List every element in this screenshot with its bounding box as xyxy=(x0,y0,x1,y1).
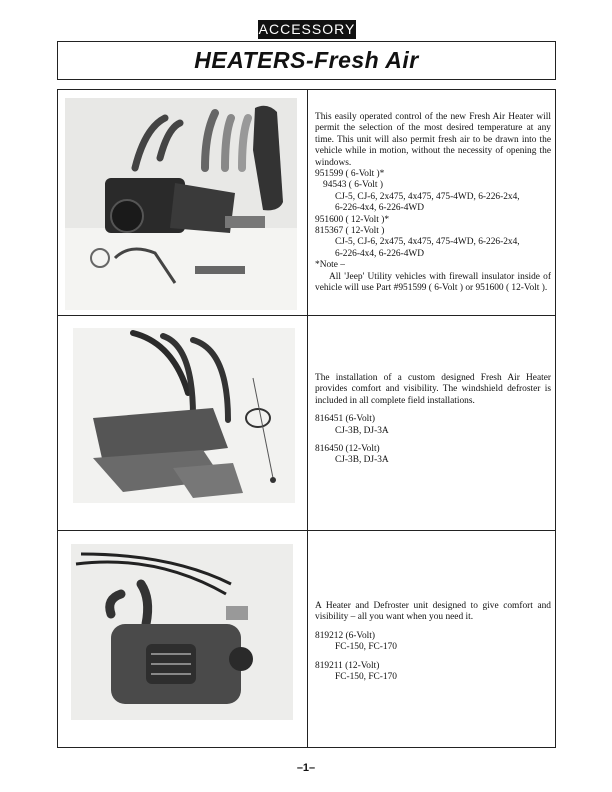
item-description: The installation of a custom designed Fresh Air Heater provides comfort and visibility. The windshield defroster is included in all complete field installations. xyxy=(315,373,551,406)
item-description: A Heater and Defroster unit designed to give comfort and visibility – all you want when you need it. xyxy=(315,601,551,623)
part-line: 819212 (6-Volt) xyxy=(315,630,375,641)
part-line: 819211 (12-Volt) xyxy=(315,660,380,671)
model-line: 6-226-4x4, 6-226-4WD xyxy=(335,203,425,214)
custom-fresh-air-heater-photo xyxy=(73,328,295,503)
column-divider xyxy=(307,90,308,747)
model-line: CJ-3B, DJ-3A xyxy=(335,425,389,436)
model-line: CJ-5, CJ-6, 2x475, 4x475, 475-4WD, 6-226-2x4, xyxy=(335,237,520,248)
model-line: CJ-5, CJ-6, 2x475, 4x475, 475-4WD, 6-226-2x4, xyxy=(335,191,520,202)
part-line: 951599 ( 6-Volt )* xyxy=(315,169,385,180)
note-label: *Note – xyxy=(315,260,345,271)
part-line: 816451 (6-Volt) xyxy=(315,414,375,425)
row-divider xyxy=(58,315,555,316)
note-text: All 'Jeep' Utility vehicles with firewall insulator inside of vehicle will use Part #951599 ( 6-Volt ) or 951600 ( 12-Volt ). xyxy=(315,271,551,294)
section-tab: ACCESSORY xyxy=(258,21,356,37)
item-description: This easily operated control of the new Fresh Air Heater will permit the selection of the most desired temperature at any time. This unit will also permit fresh air to be drawn into the vehicle while in motion, without the necessity of opening the windows. xyxy=(315,112,551,168)
model-line: 6-226-4x4, 6-226-4WD xyxy=(335,248,425,259)
title-box xyxy=(57,41,556,80)
fresh-air-heater-kit-photo xyxy=(65,98,297,310)
item-1-description-block xyxy=(315,112,551,295)
row-divider xyxy=(58,530,555,531)
part-line: 816450 (12-Volt) xyxy=(315,444,380,455)
model-line: CJ-3B, DJ-3A xyxy=(335,455,389,466)
part-line: 815367 ( 12-Volt ) xyxy=(315,226,385,237)
part-line: 94543 ( 6-Volt ) xyxy=(323,180,383,191)
page-number: –1– xyxy=(296,762,316,774)
model-line: FC-150, FC-170 xyxy=(335,672,397,683)
part-line: 951600 ( 12-Volt )* xyxy=(315,214,390,225)
heater-defroster-unit-photo xyxy=(71,544,293,720)
item-3-description-block xyxy=(315,601,551,683)
accessory-table xyxy=(57,89,556,748)
model-line: FC-150, FC-170 xyxy=(335,642,397,653)
page-title: HEATERS-Fresh Air xyxy=(194,47,419,73)
item-2-description-block xyxy=(315,373,551,467)
